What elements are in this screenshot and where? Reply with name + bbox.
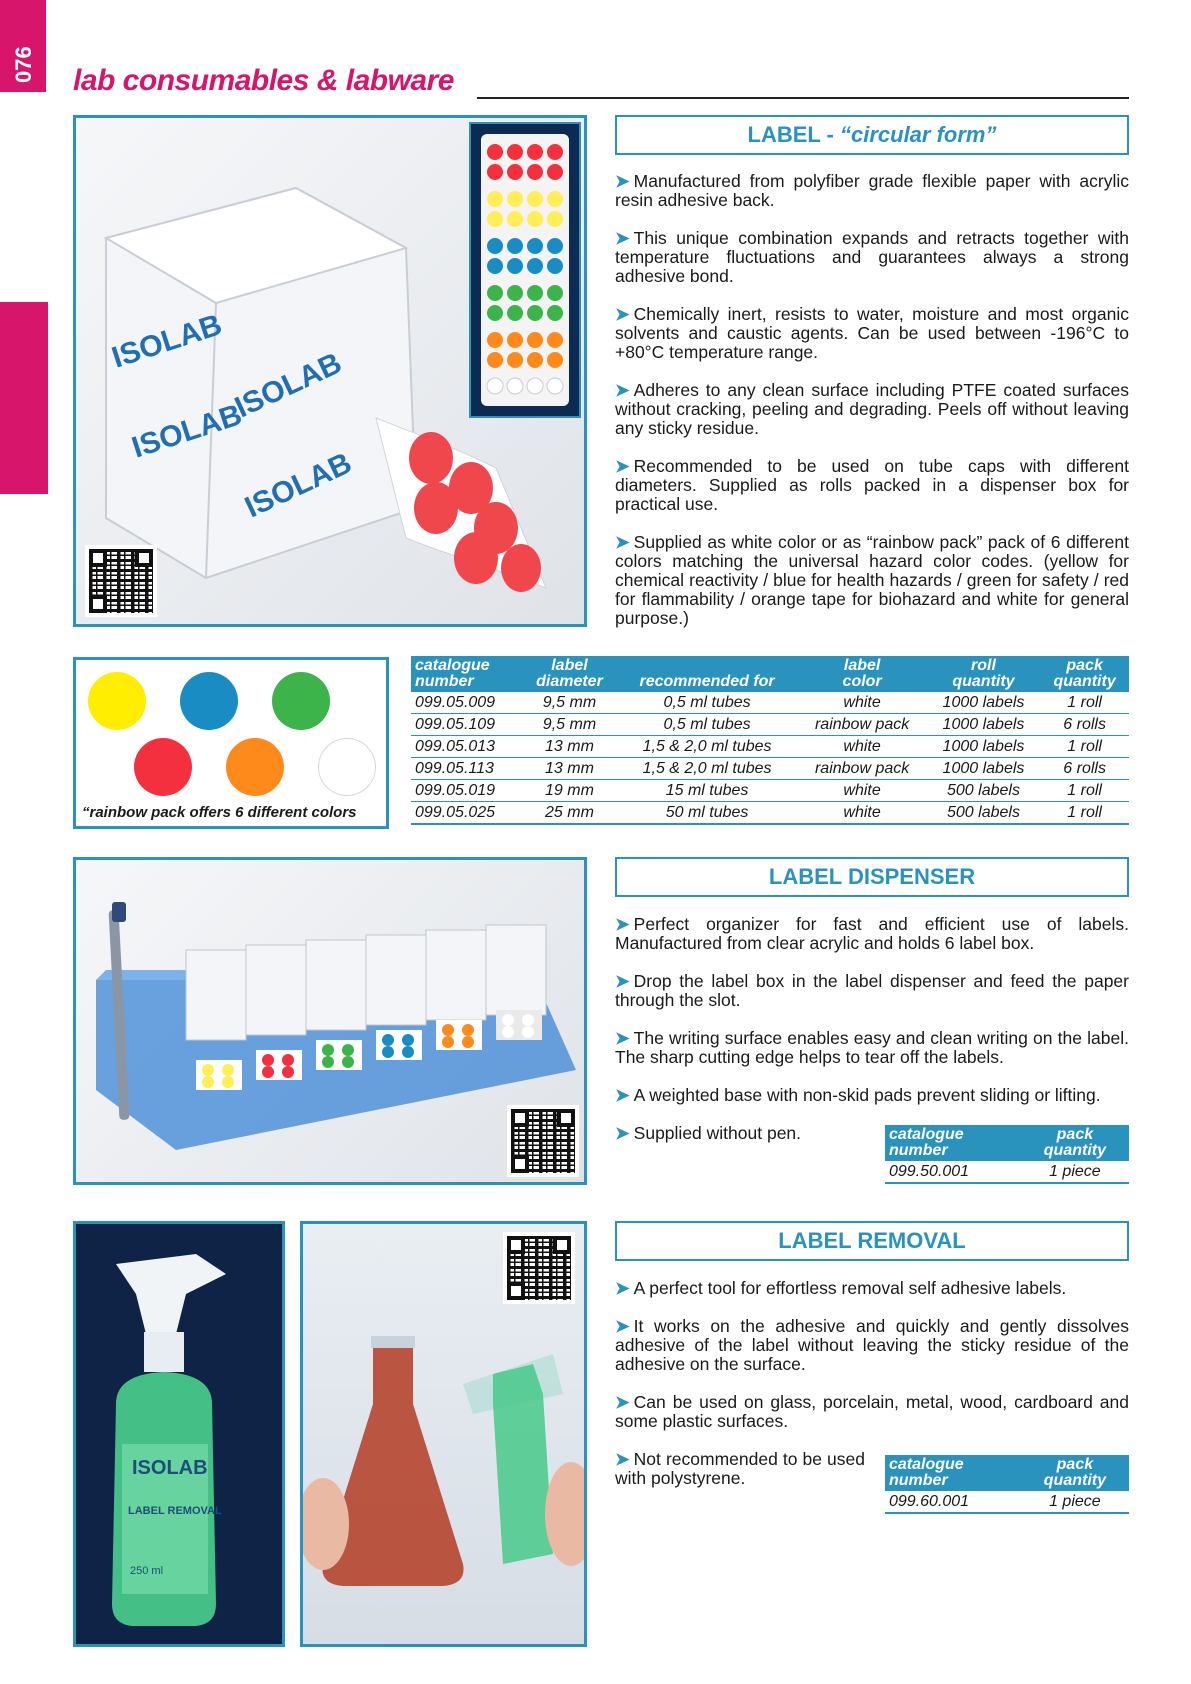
table-cell: 1 roll [1040,780,1129,802]
removal-bullet: ➤ Not recommended to be used with polystyrene. [615,1449,865,1488]
table-cell: 099.05.009 [411,692,522,714]
table-cell: 1 roll [1040,802,1129,825]
rainbow-caption: “rainbow pack offers 6 different colors [82,804,357,821]
page-header-title: lab consumables & labware [73,64,454,97]
dispenser-table-header [885,1125,1129,1161]
label-bullet: ➤ Manufactured from polyfiber grade flexible paper with acrylic resin adhesive back. [615,171,1129,210]
table-cell: 1000 labels [927,692,1041,714]
table-cell: 099.60.001 [885,1491,1021,1513]
label-bullet: ➤ Chemically inert, resists to water, moisture and most organic solvents and caustic agents. Can be used between -196°C to +80°C temperature range. [615,304,1129,362]
removal-bullet: ➤ Can be used on glass, porcelain, metal, wood, cardboard and some plastic surfaces. [615,1392,1129,1431]
section-side-tab [0,302,48,494]
removal-usage-photo [300,1221,587,1647]
arrow-icon: ➤ [615,971,630,991]
table-cell: rainbow pack [798,758,927,780]
swatch-white [318,738,376,796]
removal-table-header-cell: pack quantity [1021,1455,1129,1491]
removal-section-title: LABEL REMOVAL [615,1221,1129,1261]
box-brand-text-2: ISOLAB [127,398,246,465]
dispenser-table-body [885,1161,1129,1183]
qr-code-removal[interactable] [503,1232,575,1304]
dispenser-photo [73,857,587,1185]
arrow-icon: ➤ [615,1392,630,1412]
table-cell: white [798,802,927,825]
table-cell: 099.05.013 [411,736,522,758]
arrow-icon: ➤ [615,914,630,934]
qr-code-label[interactable] [85,545,157,617]
table-row [411,780,1129,802]
table-cell: 25 mm [522,802,616,825]
table-cell: 1,5 & 2,0 ml tubes [617,736,798,758]
table-cell: 1 roll [1040,692,1129,714]
table-cell: 1 roll [1040,736,1129,758]
label-table-header-cell: pack quantity [1040,656,1129,692]
table-row [411,736,1129,758]
removal-table-header-cell: catalogue number [885,1455,1021,1491]
dispenser-table-header-cell: pack quantity [1021,1125,1129,1161]
label-bullet: ➤ Adheres to any clean surface including PTFE coated surfaces without cracking, peeling and degrading. Peels off without leaving any sticky residue. [615,380,1129,438]
label-bullet: ➤ Recommended to be used on tube caps with different diameters. Supplied as rolls packed in a dispenser box for practical use. [615,456,1129,514]
arrow-icon: ➤ [615,1449,630,1469]
removal-table-header [885,1455,1129,1491]
rainbow-swatch-panel [73,657,389,829]
table-cell: 099.05.109 [411,714,522,736]
label-catalogue-table [411,656,1129,825]
arrow-icon: ➤ [615,1085,630,1105]
swatch-red [134,738,192,796]
arrow-icon: ➤ [615,456,630,476]
table-cell: 099.05.025 [411,802,522,825]
table-cell: 13 mm [522,736,616,758]
label-title-sub: “circular form” [839,122,997,147]
dispenser-bullet: ➤ Perfect organizer for fast and efficient use of labels. Manufactured from clear acrylic and holds 6 label box. [615,914,1129,953]
table-cell: 19 mm [522,780,616,802]
label-title-main: LABEL - [747,122,840,147]
table-cell: 1000 labels [927,714,1041,736]
table-row [411,758,1129,780]
arrow-icon: ➤ [615,1278,630,1298]
dispenser-catalogue-table [885,1125,1129,1184]
table-row [411,692,1129,714]
table-cell: 9,5 mm [522,714,616,736]
swatch-green [272,672,330,730]
table-cell: 1000 labels [927,736,1041,758]
table-cell: 1 piece [1021,1491,1129,1513]
arrow-icon: ➤ [615,532,630,552]
removal-table-body [885,1491,1129,1513]
spray-bottle-illustration [76,1224,282,1644]
dispenser-bullet: ➤ Drop the label box in the label dispenser and feed the paper through the slot. [615,971,1129,1010]
label-bullets [615,172,1129,647]
removal-catalogue-table [885,1455,1129,1514]
bottle-brand-text: ISOLAB [132,1457,208,1479]
swatch-orange [226,738,284,796]
label-table-header-cell: label diameter [522,656,616,692]
bottle-volume-text: 250 ml [130,1565,164,1577]
table-cell: 13 mm [522,758,616,780]
label-table-header-cell: recommended for [617,656,798,692]
table-cell: 1 piece [1021,1161,1129,1183]
removal-bottle-photo [73,1221,285,1647]
table-cell: white [798,736,927,758]
table-row [885,1491,1129,1513]
dispenser-bullet: ➤ A weighted base with non-skid pads prevent sliding or lifting. [615,1085,1101,1105]
dispenser-section-title: LABEL DISPENSER [615,857,1129,897]
table-cell: 50 ml tubes [617,802,798,825]
arrow-icon: ➤ [615,1316,630,1336]
dispenser-table-header-cell: catalogue number [885,1125,1021,1161]
rainbow-roll-illustration [471,124,579,416]
arrow-icon: ➤ [615,304,630,324]
table-cell: 500 labels [927,802,1041,825]
table-cell: 500 labels [927,780,1041,802]
bottle-label-text: LABEL REMOVAL [128,1505,222,1517]
table-cell: rainbow pack [798,714,927,736]
table-cell: 099.05.019 [411,780,522,802]
label-table-header-cell: catalogue number [411,656,522,692]
box-brand-text-4: ISOLAB [240,446,357,525]
label-table-header [411,656,1129,692]
swatch-blue [180,672,238,730]
table-cell: 9,5 mm [522,692,616,714]
arrow-icon: ➤ [615,228,630,248]
arrow-icon: ➤ [615,1123,630,1143]
table-row [885,1161,1129,1183]
table-cell: 6 rolls [1040,714,1129,736]
removal-bullet: ➤ It works on the adhesive and quickly and gently dissolves adhesive of the label without leaving the sticky residue of the adhesive on the surface. [615,1316,1129,1374]
table-row [411,714,1129,736]
page-number: 076 [11,46,36,84]
table-cell: 099.05.113 [411,758,522,780]
table-cell: 0,5 ml tubes [617,692,798,714]
table-cell: 15 ml tubes [617,780,798,802]
table-cell: 099.50.001 [885,1161,1021,1183]
table-cell: 1000 labels [927,758,1041,780]
box-brand-text-1: ISOLAB [107,308,226,375]
table-cell: white [798,692,927,714]
qr-code-dispenser[interactable] [507,1105,579,1177]
dispenser-bullet: ➤ Supplied without pen. [615,1123,802,1143]
table-cell: 0,5 ml tubes [617,714,798,736]
table-cell: white [798,780,927,802]
dispenser-bullet: ➤ The writing surface enables easy and clean writing on the label. The sharp cutting edge helps to tear off the labels. [615,1028,1129,1067]
header-rule [477,97,1129,99]
label-bullet: ➤ This unique combination expands and retracts together with temperature fluctuations and guarantees always a strong adhesive bond. [615,228,1129,286]
table-cell: 1,5 & 2,0 ml tubes [617,758,798,780]
table-row [411,802,1129,825]
arrow-icon: ➤ [615,171,630,191]
table-cell: 6 rolls [1040,758,1129,780]
label-box-photo [73,115,587,627]
label-table-header-cell: roll quantity [927,656,1041,692]
label-table-header-cell: label color [798,656,927,692]
box-brand-text-3: ISOLAB [230,346,347,425]
arrow-icon: ➤ [615,380,630,400]
rainbow-roll-inset [469,122,581,418]
arrow-icon: ➤ [615,1028,630,1048]
swatch-yellow [88,672,146,730]
removal-bullet: ➤ A perfect tool for effortless removal self adhesive labels. [615,1278,1067,1298]
label-table-body [411,692,1129,824]
label-section-title [615,115,1129,155]
label-bullet: ➤ Supplied as white color or as “rainbow pack” pack of 6 different colors matching the universal hazard color codes. (yellow for chemical reactivity / blue for health hazards / green for safety / red for flammability / orange tape for biohazard and white for general purpose.) [615,532,1129,628]
